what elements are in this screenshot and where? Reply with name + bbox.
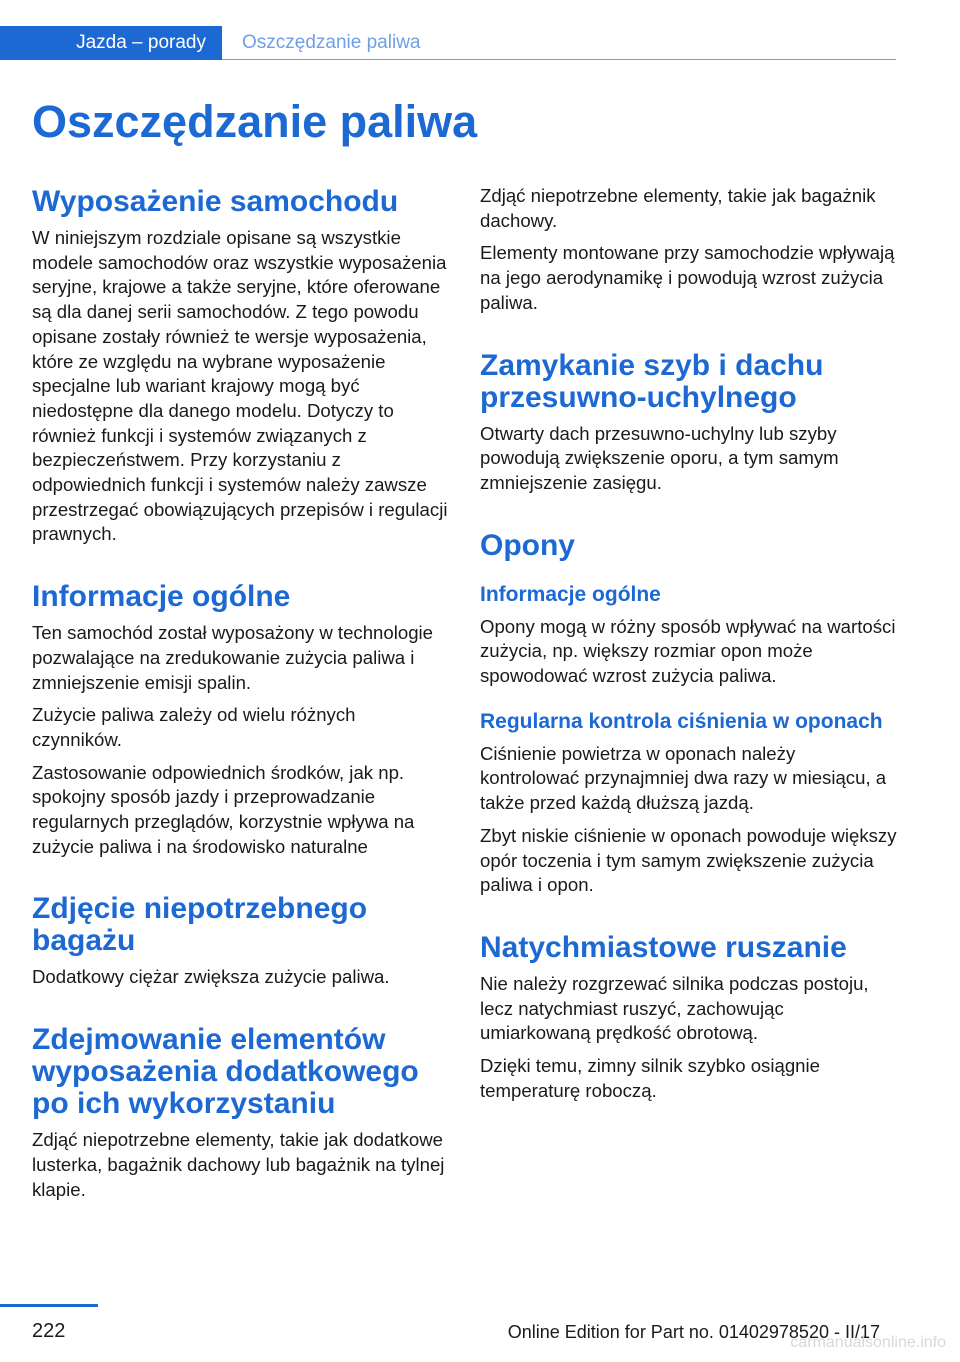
paragraph: Elementy montowane przy samochodzie wpływają na jego aerodynamikę i powodują wzrost zużycia paliwa. xyxy=(480,242,895,313)
left-column xyxy=(32,184,450,1202)
paragraph: Zużycie paliwa zależy od wielu różnych czynników. xyxy=(32,704,356,750)
paragraph: Zbyt niskie ciśnienie w oponach powoduje większy opór toczenia i tym samym zwiększenie zużycia paliwa i opon. xyxy=(480,824,897,896)
edition-note: Online Edition for Part no. 01402978520 - II/17 xyxy=(507,1322,880,1342)
paragraph: Ciśnienie powietrza w oponach należy kontrolować przynajmniej dwa razy w miesiącu, a także przed każdą dłuższą jazdą. xyxy=(480,742,887,814)
paragraph: Opony mogą w różny sposób wpływać na wartości zużycia, np. większy rozmiar opon może spowodować wzrost zużycia paliwa. xyxy=(480,615,896,687)
chapter-tab[interactable] xyxy=(0,26,222,60)
paragraph: Dodatkowy ciężar zwiększa zużycie paliwa. xyxy=(32,966,390,988)
heading-vehicle-equipment: Wyposażenie samochodu xyxy=(32,185,399,218)
section-tab[interactable] xyxy=(242,26,420,60)
paragraph: Dzięki temu, zimny silnik szybko osiągnie temperaturę roboczą. xyxy=(480,1055,820,1101)
heading-general-info: Informacje ogólne xyxy=(32,580,291,614)
heading-drive-off-immediately: Natychmiastowe ruszanie xyxy=(480,930,847,964)
heading-close-windows-roof: Zamykanie szyb i dachu przesuwno-uchylnego xyxy=(480,348,824,414)
page-number: 222 xyxy=(32,1320,66,1342)
paragraph: Zdjąć niepotrzebne elementy, takie jak bagażnik dachowy. xyxy=(480,185,876,231)
heading-remove-accessories: Zdejmowanie elementów wyposażenia dodatkowego po ich wykorzystaniu xyxy=(32,1023,419,1121)
subheading-tire-pressure: Regularna kontrola ciśnienia w oponach xyxy=(480,709,883,733)
heading-remove-luggage: Zdjęcie niepotrzebnego bagażu xyxy=(32,892,368,958)
chapter-label: Jazda – porady xyxy=(76,32,206,53)
page-header xyxy=(0,0,960,64)
paragraph: Otwarty dach przesuwno-uchylny lub szyby powodują zwiększenie oporu, a tym samym zmniejszenie zasięgu. xyxy=(480,422,839,493)
page-title: Oszczędzanie paliwa xyxy=(32,96,478,147)
subheading-tires-general: Informacje ogólne xyxy=(480,582,661,606)
footer-divider xyxy=(0,1304,98,1307)
paragraph: Zdjąć niepotrzebne elementy, takie jak dodatkowe lusterka, bagażnik dachowy lub bagażnik na tylnej klapie. xyxy=(32,1129,445,1200)
right-column xyxy=(480,184,898,1103)
watermark: carmanualsonline.info xyxy=(790,1334,946,1351)
paragraph: Ten samochód został wyposażony w technologie pozwalające na zredukowanie zużycia paliwa i zmniejszenie emisji spalin. xyxy=(32,622,434,693)
paragraph: W niniejszym rozdziale opisane są wszystkie modele samochodów oraz wszystkie wyposażenia seryjne, krajowe a także seryjne, które oferowane są dla danej serii samochodów. Z tego powodu opisane zostały również te wersje wyposażenia, które ze względu na wybrane wyposażenie specjalne lub wariant krajowy mogą być niedostępne dla danego modelu. Dotyczy to również funkcji i systemów związanych z bezpieczeństwem. Przy korzystaniu z odpowiednich funkcji i systemów należy zawsze przestrzegać obowiązujących przepisów i regulacji prawnych. xyxy=(32,227,448,545)
header-divider xyxy=(222,59,896,60)
heading-tires: Opony xyxy=(480,528,575,562)
paragraph: Nie należy rozgrzewać silnika podczas postoju, lecz natychmiast ruszyć, zachowując umiarkowaną prędkość obrotową. xyxy=(480,972,869,1044)
paragraph: Zastosowanie odpowiednich środków, jak np. spokojny sposób jazdy i przeprowadzanie regularnych przeglądów, korzystnie wpływa na zużycie paliwa i na środowisko naturalne xyxy=(32,761,415,857)
section-label: Oszczędzanie paliwa xyxy=(242,32,421,53)
